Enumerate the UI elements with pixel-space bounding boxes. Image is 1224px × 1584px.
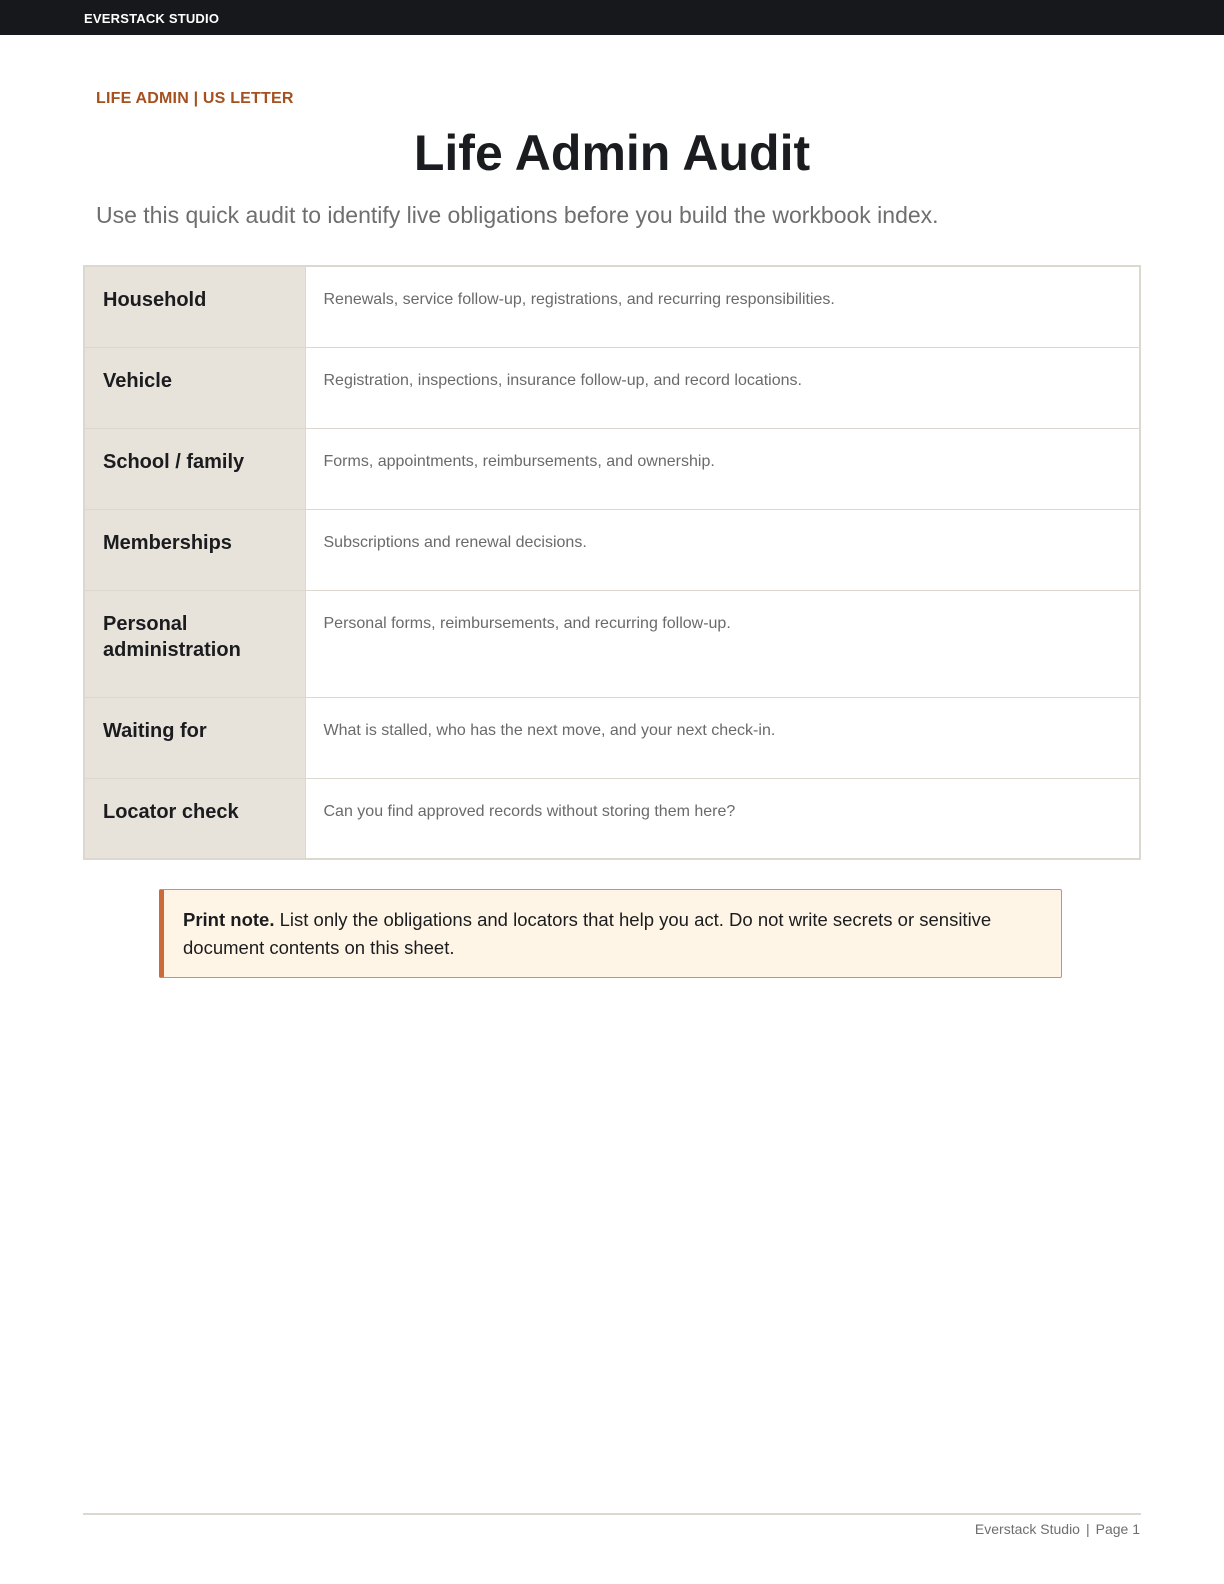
category-cell: Vehicle xyxy=(84,347,305,428)
description-cell: What is stalled, who has the next move, and your next check-in. xyxy=(305,697,1140,778)
brand-name: EVERSTACK STUDIO xyxy=(84,11,220,26)
footer-divider xyxy=(83,1513,1141,1515)
category-cell: Personal administration xyxy=(84,590,305,697)
table-row xyxy=(84,590,1140,697)
category-cell: School / family xyxy=(84,428,305,509)
footer-separator: | xyxy=(1085,1521,1090,1537)
description-cell: Subscriptions and renewal decisions. xyxy=(305,509,1140,590)
page-number: Page 1 xyxy=(1095,1521,1140,1537)
table-row xyxy=(84,347,1140,428)
description-cell: Personal forms, reimbursements, and recurring follow-up. xyxy=(305,590,1140,697)
category-cell: Household xyxy=(84,266,305,347)
footer-brand: Everstack Studio xyxy=(974,1521,1080,1537)
print-note xyxy=(159,889,1062,978)
document-eyebrow: LIFE ADMIN | US LETTER xyxy=(96,90,294,107)
table-row xyxy=(84,266,1140,347)
category-cell: Waiting for xyxy=(84,697,305,778)
print-note-text: List only the obligations and locators that help you act. Do not write secrets or sensitive document contents on this sheet. xyxy=(183,909,992,958)
top-bar xyxy=(0,0,1224,35)
page-footer xyxy=(975,1521,1140,1537)
description-cell: Forms, appointments, reimbursements, and ownership. xyxy=(305,428,1140,509)
print-note-label: Print note. xyxy=(183,909,280,930)
description-cell: Renewals, service follow-up, registrations, and recurring responsibilities. xyxy=(323,291,835,308)
page-subtitle: Use this quick audit to identify live obligations before you build the workbook index. xyxy=(96,202,939,228)
table-row xyxy=(84,697,1140,778)
table-row xyxy=(84,778,1140,859)
description-cell: Registration, inspections, insurance follow-up, and record locations. xyxy=(305,347,1140,428)
audit-table xyxy=(83,265,1141,860)
page-title: Life Admin Audit xyxy=(413,125,811,181)
category-cell: Locator check xyxy=(84,778,305,859)
table-row xyxy=(84,428,1140,509)
table-row xyxy=(84,509,1140,590)
description-cell: Can you find approved records without storing them here? xyxy=(305,778,1140,859)
category-cell: Memberships xyxy=(84,509,305,590)
